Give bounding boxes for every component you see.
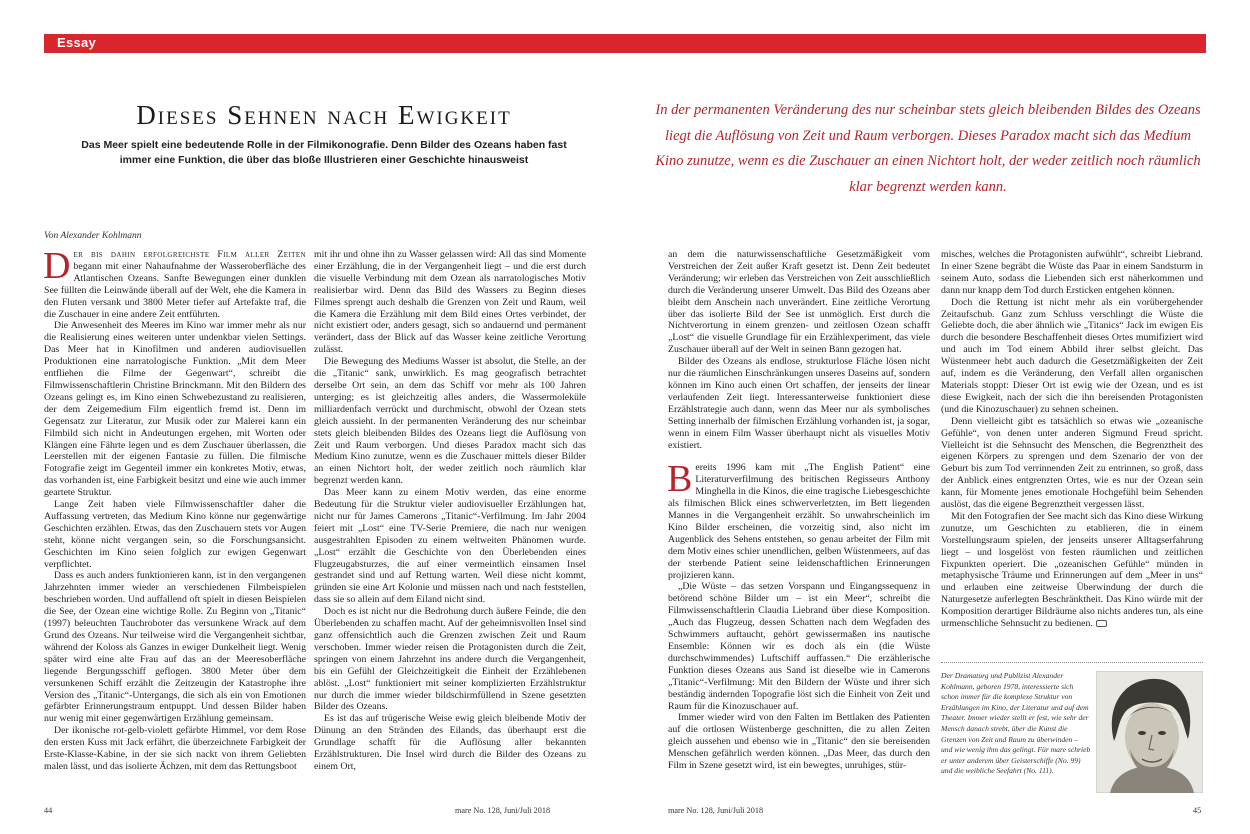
byline: Von Alexander Kohlmann <box>44 231 142 241</box>
text-column-2 <box>314 249 586 773</box>
paragraph: Die Bewegung des Mediums Wasser ist absolut, die Stelle, an der die „Titanic“ sank, unwirklich. Es mag geografisch betrachtet derselbe Ort sein, an dem das Schiff vor mehr als 100 Jahren unterging; es ist gleichzeitig alles anders, die Wassermoleküle milliardenfach verrückt und durchmischt, obwohl der Ozean stets gleich aussieht. In der permanenten Veränderung des nur scheinbar stets gleich bleibenden Bildes des Ozeans liegt die Auflösung von Zeit und Raum verborgen. Und dieses Paradox macht sich das Medium Kino zunutze, wenn es die Zuschauer mittels dieser Bilder an einen Nichtort holt, der weder zeitlich noch räumlich klar begrenzt werden kann. <box>314 356 586 487</box>
paragraph: Doch die Rettung ist nicht mehr als ein vorübergehender Zeitaufschub. Ganz zum Schluss verschlingt die Wüste die Geliebte doch, die aber ähnlich wie „Titanics“ Jack im ewigen Eis durch die besondere Beschaffenheit dieses Ortes mumifiziert wird und auch im Tod einem Abbild ihrer selbst gleicht. Das Wüstenmeer hebt auch dadurch die Gesetzmäßigkeiten der Zeit auf, indem es die Veränderung, den Verfall allen organischen Materials stoppt: Dieser Ort ist ewig wie der Ozean, und es ist diese Ewigkeit, nach der sich die ihn bereisenden Protagonisten (und die Kinozuschauer) zu sehnen scheinen. <box>941 296 1203 415</box>
paragraph: Bilder des Ozeans als endlose, strukturlose Fläche lösen nicht nur die räumlichen Einschränkungen unseres Daseins auf, sondern können im Kino auch einen Ort schaffen, der jenseits der linear verlaufenden Zeit liegt. Interessanterweise funktioniert diese Erzählstrategie auch dann, wenn das Meer nur als symbolisches Setting innerhalb der filmischen Erzählung vorhanden ist, ja sogar, wenn in einem Film Wasser überhaupt nicht als visuelles Motiv existiert. <box>668 356 930 451</box>
article-subtitle: Das Meer spielt eine bedeutende Rolle in der Filmikonografie. Denn Bilder des Ozeans haben fast immer eine Funktion, die über das bloße Illustrieren einer Geschichte hinausweist <box>81 139 567 166</box>
issue-credit-left: mare No. 128, Juni/Juli 2018 <box>455 806 551 815</box>
article-title: Dieses Sehnen nach Ewigkeit <box>136 100 512 130</box>
paragraph: misches, welches die Protagonisten aufwühlt“, schreibt Liebrand. In einer Szene begräbt die Wüste das Paar in einem Sandsturm in seinem Auto, sodass die Liebenden sich erst näherkommen und dann nur knapp dem Tod durch Ersticken entgehen können. <box>941 249 1203 296</box>
text-column-3 <box>668 249 930 772</box>
issue-credit-right: mare No. 128, Juni/Juli 2018 <box>668 806 764 815</box>
paragraph <box>43 245 306 320</box>
pull-quote: In der permanenten Veränderung des nur scheinbar stets gleich bleibenden Bildes des Ozeans liegt die Auflösung von Zeit und Raum verborgen. Dieses Paradox macht sich das Medium Kino zunutze, wenn es die Zuschauer an einen Nichtort holt, der weder zeitlich noch räumlich klar begrenzt werden kann. <box>655 102 1201 195</box>
paragraph <box>667 458 930 581</box>
text-column-1 <box>43 245 306 773</box>
drop-cap: D <box>43 245 71 287</box>
end-mark-icon <box>1096 620 1107 627</box>
lead-in: er bis dahin erfolgreichste Film aller Zeiten <box>73 249 306 260</box>
divider <box>941 662 1203 663</box>
paragraph <box>941 511 1203 630</box>
paragraph: „Die Wüste – das setzen Vorspann und Eingangssequenz in betörend schöne Bilder um – ist ein Meer“, schreibt die Filmwissenschaftlerin Claudia Liebrand über diese Komposition. „Auch das Flugzeug, dessen Schatten nach dem Wegfaden des Schwimmers auftaucht, gehört gewissermaßen ins nautische Ensemble: Können wir es doch als ein (die Wüste durchschwimmendes) Luftschiff auffassen.“ Die erzählerische Funktion dieses Ozeans aus Sand ist dieselbe wie in Camerons „Titanic“-Verfilmung: Mit den Bildern der Wüste und ihrer sich beständig ändernden Topografie löst sich die Einheit von Zeit und Raum für die Kinozuschauer auf. <box>668 581 930 712</box>
paragraph-text: begann mit einer Nahaufnahme der Wasseroberfläche des Atlantischen Ozeans. Sanfte Bewegungen einer dunklen See füllten die Leinwände überall auf der Welt, ehe die Kamera in den Fluten versank und 3800 Meter tiefer auf Artefakte traf, die die Zuschauer in eine andere Zeit entführten. <box>44 260 306 320</box>
paragraph: mit ihr und ohne ihn zu Wasser gelassen wird: All das sind Momente einer Erzählung, die in der Vergangenheit liegt – und die erst durch die visuelle Verbindung mit dem Ozean als narratologisches Motiv realisierbar wird. Denn das Bild des Wassers zu Beginn dieses Filmes sprengt auch deshalb die Grenzen von Zeit und Raum, weil die Kamera die Erzählung mit dem Bild eines Ortes verbindet, der nicht existiert oder, anders gesagt, sich so andauernd und permanent verändert, dass der Blick auf das Wasser keine zeitliche Verortung zulässt. <box>314 249 586 356</box>
paragraph: Immer wieder wird von den Falten im Bettlaken des Patienten auf die ortlosen Wüstenberge geschnitten, die zu allen Zeiten gleich aussehen und ebenso wie in „Titanic“ den sie bereisenden Menschen gefährlich werden können. „Das Meer, das durch den Film in Szene gesetzt wird, ist ein bewegtes, unruhiges, stür- <box>668 712 930 772</box>
paragraph: an dem die naturwissenschaftliche Gesetzmäßigkeit vom Verstreichen der Zeit außer Kraft gesetzt ist. Denn Zeit bedeutet Veränderung; wir erleben das Verstreichen von Zeit ausschließlich durch die Veränderung unserer Umwelt. Das Bild des Ozeans aber bleibt dem Anschein nach unverändert. Eine zeitliche Verortung über das isolierte Bild der See ist unmöglich. Erst durch die Nichtverortung in einem grenzen- und zeitlosen Ozean schafft „Lost“ die visuelle Grundlage für ein Erzählexperiment, das viele Zuschauer überall auf der Welt in seinen Bann gezogen hat. <box>668 249 930 356</box>
paragraph-text: ereits 1996 kam mit „The English Patient“ eine Literaturverfilmung des britischen Regisseurs Anthony Minghella in die Kinos, die eine tragische Liebesgeschichte als filmischen Blick eines schwerverletzten, im Bett liegenden Mannes in die Vergangenheit erzählt. So unwahrscheinlich im Kino Bilder erscheinen, die vorzeitig sind, also nicht im Augenblick des Sehens entstehen, so genau arbeitet der Film mit dem Motiv eines schier unendlichen, gelben Wüstenmeers, auf das der sterbende Patient seine leidenschaftlichen Erinnerungen projizieren kann. <box>668 462 930 581</box>
section-label: Essay <box>57 35 97 50</box>
section-banner <box>44 34 1206 53</box>
paragraph: Doch es ist nicht nur die Bedrohung durch äußere Feinde, die den Überlebenden zu schaffen macht. Auf der geheimnisvollen Insel sind ganz offensichtlich auch die Grenzen zwischen Zeit und Raum verschoben. Immer wieder reisen die Protagonisten durch die Zeit, springen von einem Jahrzehnt ins andere durch die Vergangenheit, bis ein Gefühl der Gleichzeitigkeit die Einheit der Erzählebenen ablöst. „Lost“ funktioniert mit seiner komplizierten Erzählstruktur nur durch die immer wieder bildschirmfüllend in Szene gesetzten Bilder des Ozeans. <box>314 606 586 713</box>
author-bio: Der Dramaturg und Publizist Alexander Kohlmann, geboren 1978, interessierte sich schon immer für die komplexe Struktur von Erzählungen im Kino, der Literatur und auf dem Theater. Immer wieder stellt er fest, wie sehr der Mensch danach strebt, über die Kunst die Grenzen von Zeit und Raum zu überwinden – und wie wenig ihm das gelingt. Für mare schrieb er unter anderem über Geisterschiffe (No. 99) und die weibliche Seefahrt (No. 111). <box>941 671 1091 776</box>
paragraph: Der ikonische rot-gelb-violett gefärbte Himmel, vor dem Rose den ersten Kuss mit Jack erfährt, die überzeichnete Farbigkeit der Erste-Klasse-Kabine, in der sie sich nackt von ihrem Geliebten malen lässt, und das isolierte Ächzen, mit dem das Rettungsboot <box>44 725 306 772</box>
paragraph: Die Anwesenheit des Meeres im Kino war immer mehr als nur die Realisierung eines weiteren unter undenkbar vielen Settings. Das Meer hat in Kinofilmen und anderen audiovisuellen Produktionen eine narratologische Funktion. „Mit dem Meer entfliehen die Filme der Gegenwart“, schreibt die Filmwissenschaftlerin Christine Brinckmann. Mit den Bildern des Ozeans gelingt es, im Kino einen Schwebezustand zu realisieren, der dem Zeigemedium Film eigentlich fremd ist. Denn im Gegensatz zur Literatur, zur Musik oder zur Malerei kann ein Filmbild sich nicht in Andeutungen ergehen, mit Worten oder Klängen eine Fährte legen und es dem Zuschauer überlassen, die Leerstellen mit der eigenen Fantasie zu füllen. Die filmische Fotografie zeigt im Gegenteil immer ein konkretes Motiv, etwas, das vorhanden ist, eine Farbigkeit besitzt und eine wie auch immer geartete Struktur. <box>44 320 306 499</box>
paragraph: Das Meer kann zu einem Motiv werden, das eine enorme Bedeutung für die Struktur vieler audiovisueller Erzählungen hat, nicht nur für James Camerons „Titanic“-Verfilmung. Im Jahr 2004 feiert mit „Lost“ eine TV-Serie Premiere, die nach nur wenigen ausgestrahlten Episoden zu einem weltweiten Phänomen wurde. „Lost“ erzählt die Geschichte von den Überlebenden eines Flugzeugabsturzes, die auf einer vermeintlich einsamen Insel gestrandet sind und auf Rettung warten. Weil diese nicht kommt, gründen sie eine Art Kolonie und müssen nach und nach feststellen, dass sie so allein auf dem Eiland nicht sind. <box>314 487 586 606</box>
page-number-right: 45 <box>1193 806 1202 815</box>
text-column-4 <box>941 249 1203 630</box>
page-number-left: 44 <box>44 806 53 815</box>
paragraph: Denn vielleicht gibt es tatsächlich so etwas wie „ozeanische Gefühle“, von denen unter anderen Sigmund Freud spricht. Vielleicht ist die Sehnsucht des Menschen, die Begrenztheit des eigenen Körpers zu sprengen und dem Szenario der von der Geburt bis zum Tod verrinnenden Zeit zu entrinnen, so groß, dass der Anblick eines entgrenzten Ortes, wie es nur der Ozean sein kann, für Momente jenes emotionale Hochgefühl beim Sehenden auslöst, das die eigene Begrenztheit vergessen lässt. <box>941 415 1203 511</box>
paragraph-text: Mit den Fotografien der See macht sich das Kino diese Wirkung zunutze, um Geschichten zu etablieren, die in einem Vorstellungsraum spielen, der jenseits unserer Alltagserfahrung liegt – und losgelöst von festen räumlichen und zeitlichen Fixpunkten operiert. Die „ozeanischen Gefühle“ münden in metaphysische Träume und Erinnerungen auf dem „Meer in uns“ und erlauben eine zeitweise Überwindung der durch die Naturgesetze auferlegten Beschränktheit. Das Kino würde mit der Komposition derartiger Bildräume also nichts anderes tun, als eine urmenschliche Sehnsucht zu bedienen. <box>941 510 1203 630</box>
paragraph: Es ist das auf trügerische Weise ewig gleich bleibende Motiv der Dünung an den Stränden des Eilands, das überhaupt erst die Grundlage schafft für die Auflösung aller bekannten Erzählstrukturen. Die Insel wird durch die Bilder des Ozeans zu einem Ort, <box>314 713 586 772</box>
paragraph: Lange Zeit haben viele Filmwissenschaftler daher die Auffassung vertreten, das Medium Kino könne nur gegenwärtige Geschichten erzählen. Etwas, das den Zuschauern stets vor Augen steht, könne nicht vergangen sein, so die Forschungsansicht. Geschichten im Kino seien folglich zur ewigen Gegenwart verpflichtet. <box>44 499 306 570</box>
drop-cap: B <box>667 458 693 501</box>
author-portrait <box>1096 671 1203 793</box>
paragraph: Dass es auch anders funktionieren kann, ist in den vergangenen Jahrzehnten immer wieder an verschiedenen Filmbeispielen beschrieben worden. Und auffallend oft spielt in diesen Beispielen die See, der Ozean eine wichtige Rolle. Zu Beginn von „Titanic“ (1997) beleuchten Tauchroboter das versunkene Wrack auf dem Grund des Ozeans. Nur teilweise wird die Vergangenheit sichtbar, während der Koloss als Ganzes in ewiger Dunkelheit liegt. Wenig später wird eine alte Frau auf das an der Meeresoberfläche liegende Bergungsschiff geflogen. 3800 Meter über dem versunkenen Schiff erzählt die Zeitzeugin der Katastrophe ihre Version des „Titanic“-Untergangs, die sich als ein von Emotionen gefärbter Erinnerungstraum entpuppt. Und dessen Bilder haben nur wenig mit einer gegenwärtigen Erzählung gemeinsam. <box>44 570 306 725</box>
